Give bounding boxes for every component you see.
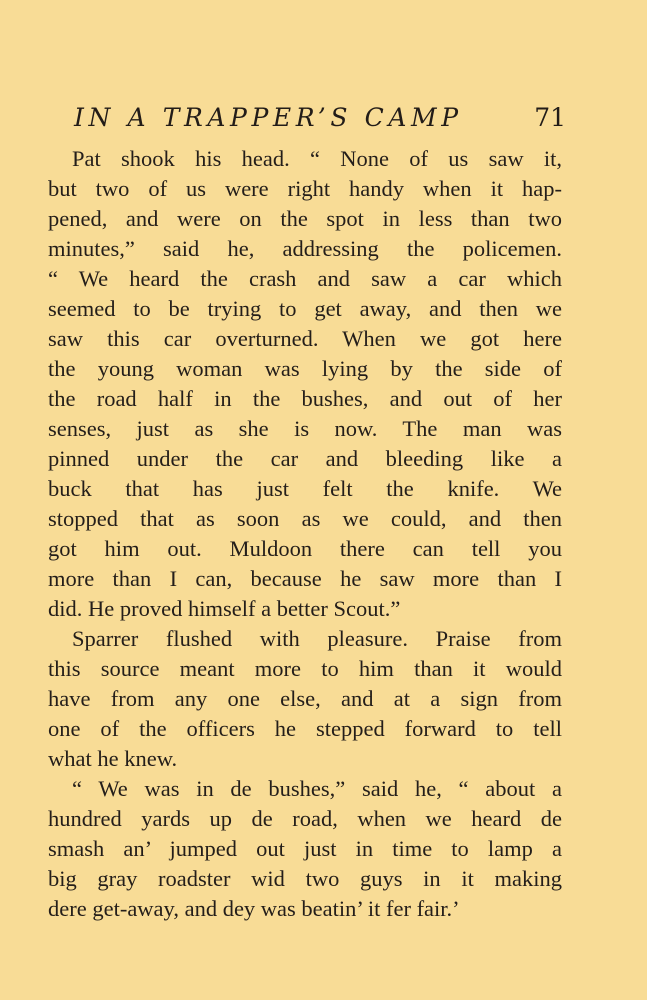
text-line: saw this car overturned. When we got here [48,326,562,351]
page-number: 71 [534,103,566,132]
running-title: IN A TRAPPER’S CAMP [74,103,463,132]
text-line: the road half in the bushes, and out of her [48,386,562,411]
text-line: stopped that as soon as we could, and then [48,506,562,531]
text-line: buck that has just felt the knife. We [48,476,562,501]
running-head [74,98,566,138]
text-line: dere get-away, and dey was beatin’ it fer fair.’ [48,896,460,921]
text-line: did. He proved himself a better Scout.” [48,596,401,621]
text-line: hundred yards up de road, when we heard de [48,806,562,831]
text-line: Pat shook his head. “ None of us saw it, [72,146,562,171]
text-line: pinned under the car and bleeding like a [48,446,562,471]
text-line: the young woman was lying by the side of [48,356,562,381]
text-line: have from any one else, and at a sign from [48,686,562,711]
text-line: seemed to be trying to get away, and then we [48,296,562,321]
text-line: more than I can, because he saw more than I [48,566,562,591]
text-line: but two of us were right handy when it hap- [48,176,562,201]
text-line: what he knew. [48,746,178,771]
body-text [48,144,562,924]
text-line: “ We heard the crash and saw a car which [48,266,562,291]
text-line: smash an’ jumped out just in time to lamp a [48,836,562,861]
text-line: this source meant more to him than it would [48,656,562,681]
text-line: “ We was in de bushes,” said he, “ about a [72,776,562,801]
text-line: big gray roadster wid two guys in it making [48,866,562,891]
text-line: Sparrer flushed with pleasure. Praise from [72,626,562,651]
text-line: got him out. Muldoon there can tell you [48,536,562,561]
text-line: senses, just as she is now. The man was [48,416,562,441]
text-line: minutes,” said he, addressing the policemen. [48,236,562,261]
text-line: one of the officers he stepped forward to tell [48,716,562,741]
text-line: pened, and were on the spot in less than two [48,206,562,231]
